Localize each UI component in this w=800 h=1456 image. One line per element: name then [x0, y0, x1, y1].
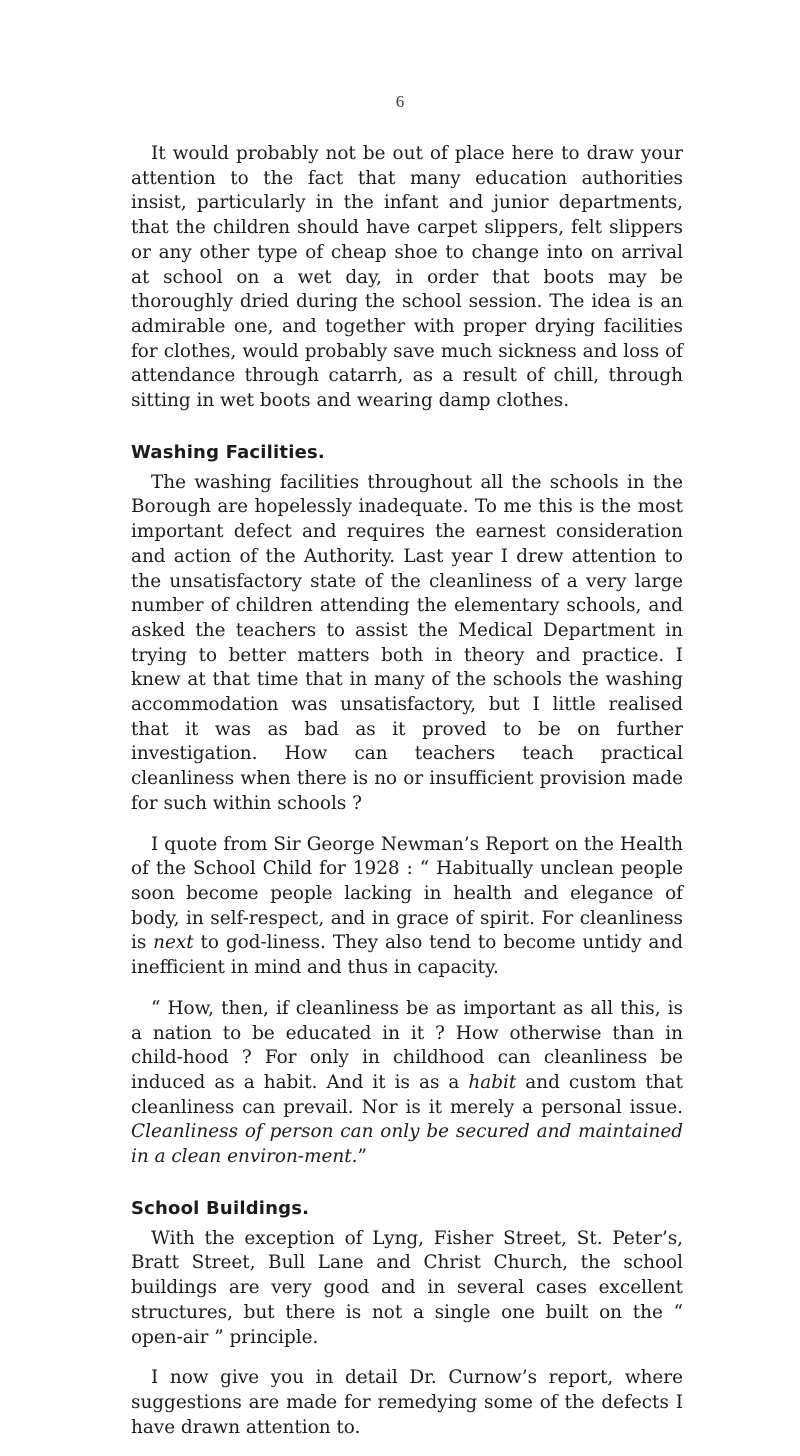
washing-p2-emphasis: next	[153, 932, 194, 954]
washing-p3-text-b: and custom that cleanliness can prevail. Nor is it merely a personal issue.	[131, 1071, 683, 1118]
school-buildings-heading: School Buildings.	[131, 1197, 310, 1219]
washing-paragraph-1: The washing facilities throughout all the schools in the Borough are hopelessly inadequate. To me this is the most important defect and requires the earnest consideration and action of the Authority. Last year I drew attention to the unsatisfactory state of the cleanliness of a very large number of children attending the elementary schools, and asked the teachers to assist the Medical Department in trying to better matters both in theory and practice. I knew at that time that in many of the schools the washing accommodation was unsatisfactory, but I little realised that it was as bad as it proved to be on further investigation. How can teachers teach practical cleanliness when there is no or insufficient provision made for such within schools ?	[131, 471, 683, 814]
washing-p3-emphasis-habit: habit	[468, 1071, 517, 1093]
washing-p2-text-a: I quote from Sir George Newman’s Report on the Health of the School Child for 1928 : “ Habitually unclean people soon become people lacking in health and elegance of body, in self-respect, and in grace of spirit. For cleanliness is	[131, 833, 683, 954]
washing-p3-emphasis-quote: Cleanliness of person can only be secured and maintained in a clean environ-ment.	[131, 1121, 683, 1168]
washing-p3-text-a: “ How, then, if cleanliness be as important as all this, is a nation to be educated in it ? How otherwise than in child-hood ? For only in childhood can cleanliness be induced as a habit. And it is as a	[131, 997, 683, 1093]
washing-paragraph-3	[131, 997, 683, 1170]
washing-facilities-heading: Washing Facilities.	[131, 441, 325, 463]
page-number: 6	[395, 92, 405, 111]
buildings-paragraph-2: I now give you in detail Dr. Curnow’s report, where suggestions are made for remedying some of the defects I have drawn attention to.	[131, 1367, 683, 1438]
intro-paragraph: It would probably not be out of place here to draw your attention to the fact that many education authorities insist, particularly in the infant and junior departments, that the children should have carpet slippers, felt slippers or any other type of cheap shoe to change into on arrival at school on a wet day, in order that boots may be thoroughly dried during the school session. The idea is an admirable one, and together with proper drying facilities for clothes, would probably save much sickness and loss of attendance through catarrh, as a result of chill, through sitting in wet boots and wearing damp clothes.	[131, 143, 683, 412]
document-body	[131, 142, 683, 1456]
washing-p3-text-c: ”	[357, 1146, 367, 1168]
washing-paragraph-2	[131, 833, 683, 981]
washing-p2-text-b: to god-liness. They also tend to become untidy and inefficient in mind and thus in capacity.	[131, 932, 683, 979]
buildings-paragraph-1: With the exception of Lyng, Fisher Street, St. Peter’s, Bratt Street, Bull Lane and Christ Church, the school buildings are very good and in several cases excellent structures, but there is not a single one built on the “ open-air ” principle.	[131, 1227, 683, 1348]
